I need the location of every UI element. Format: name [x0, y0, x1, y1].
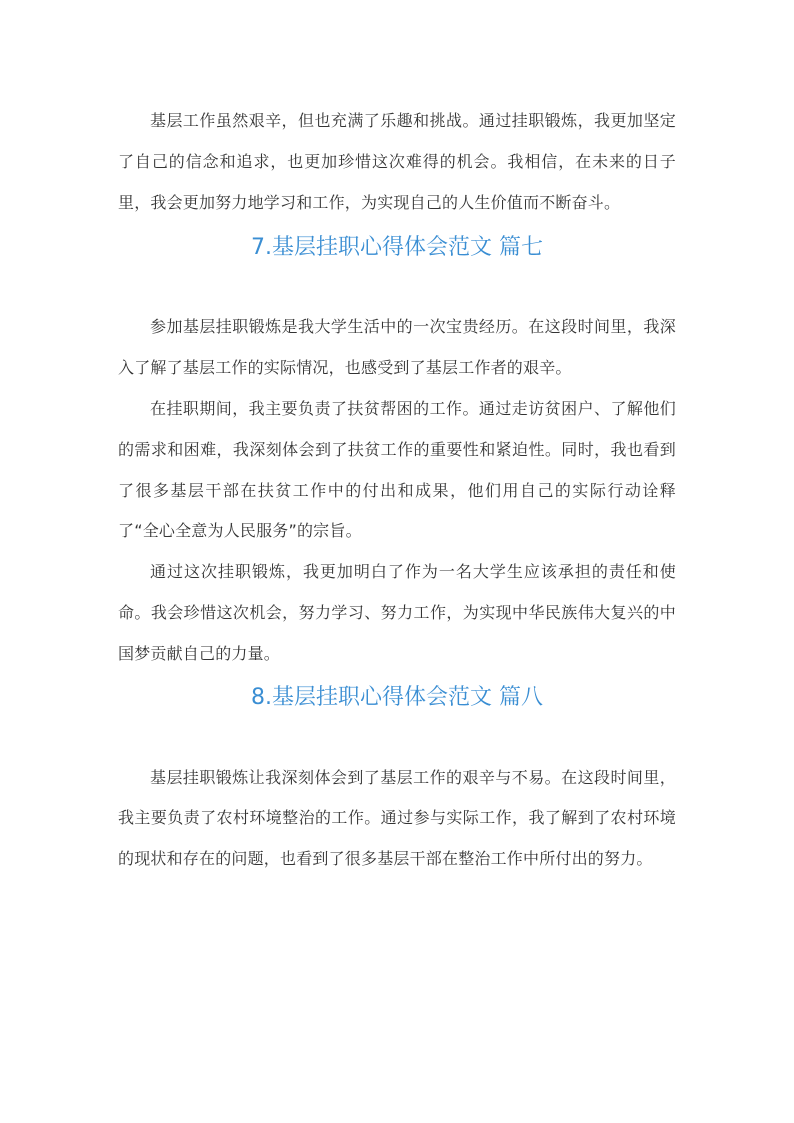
- section-heading-8: 8.基层挂职心得体会范文 篇八: [251, 684, 543, 710]
- section-heading-7: 7.基层挂职心得体会范文 篇七: [251, 235, 543, 261]
- section7-paragraph-1: 参加基层挂职锻炼是我大学生活中的一次宝贵经历。在这段时间里，我深入了解了基层工作的实际情况，也感受到了基层工作者的艰辛。: [118, 317, 676, 378]
- intro-paragraph-1: 基层工作虽然艰辛，但也充满了乐趣和挑战。通过挂职锻炼，我更加坚定了自己的信念和追求，也更加珍惜这次难得的机会。我相信，在未来的日子里，我会更加努力地学习和工作，为实现自己的人生价值而不断奋斗。: [118, 111, 676, 212]
- document-body: [118, 101, 676, 880]
- section7-paragraph-2: 在挂职期间，我主要负责了扶贫帮困的工作。通过走访贫困户、了解他们的需求和困难，我深刻体会到了扶贫工作的重要性和紧迫性。同时，我也看到了很多基层干部在扶贫工作中的付出和成果，他们用自己的实际行动诠释了“全心全意为人民服务”的宗旨。: [118, 398, 676, 541]
- section8-paragraph-1: 基层挂职锻炼让我深刻体会到了基层工作的艰辛与不易。在这段时间里，我主要负责了农村环境整治的工作。通过参与实际工作，我了解到了农村环境的现状和存在的问题，也看到了很多基层干部在整治工作中所付出的努力。: [118, 767, 676, 869]
- section7-paragraph-3: 通过这次挂职锻炼，我更加明白了作为一名大学生应该承担的责任和使命。我会珍惜这次机会，努力学习、努力工作，为实现中华民族伟大复兴的中国梦贡献自己的力量。: [118, 562, 676, 663]
